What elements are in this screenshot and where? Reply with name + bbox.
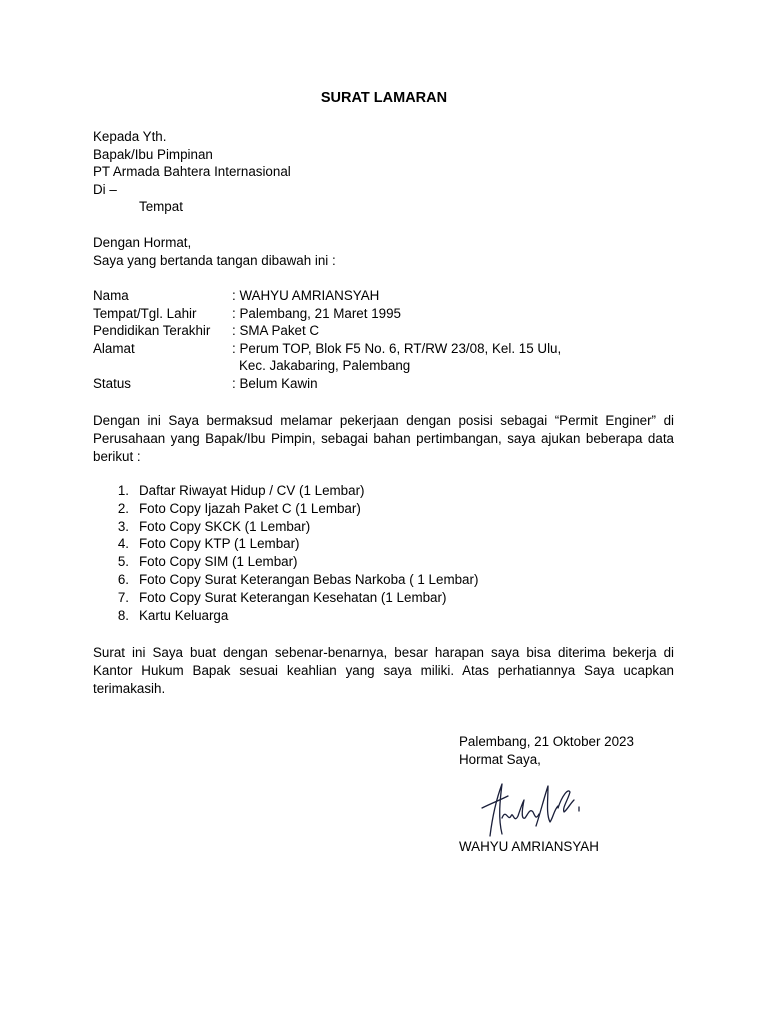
- recipient-place: Tempat: [139, 199, 183, 215]
- list-number: 3.: [117, 518, 129, 534]
- list-item: [93, 482, 478, 500]
- handwritten-signature: [478, 778, 588, 843]
- recipient-line: Kepada Yth.: [93, 129, 167, 144]
- list-number: 7.: [117, 589, 129, 605]
- recipient-line: Di –: [93, 181, 117, 197]
- list-text: Foto Copy Ijazah Paket C (1 Lembar): [139, 500, 361, 516]
- list-text: Kartu Keluarga: [139, 607, 229, 623]
- list-number: 5.: [117, 554, 129, 570]
- detail-value: : WAHYU AMRIANSYAH: [232, 288, 380, 303]
- detail-value: : SMA Paket C: [232, 323, 320, 339]
- body-paragraph: Dengan ini Saya bermaksud melamar pekerjaan dengan posisi sebagai “Permit Enginer” di Perusahaan yang Bapak/Ibu Pimpin, sebagai bahan pertimbangan, saya ajukan beberapa data berikut :: [93, 413, 674, 464]
- detail-row-pendidikan: [93, 322, 561, 340]
- list-text: Foto Copy KTP (1 Lembar): [139, 536, 300, 552]
- recipient-line: Bapak/Ibu Pimpinan: [93, 146, 213, 162]
- detail-label: Nama: [93, 288, 129, 303]
- list-item: [93, 589, 478, 607]
- list-item: [93, 535, 478, 553]
- opening-block: [93, 234, 336, 269]
- list-text: Daftar Riwayat Hidup / CV (1 Lembar): [139, 483, 365, 498]
- detail-label: Alamat: [93, 340, 135, 356]
- detail-value: : Palembang, 21 Maret 1995: [232, 305, 401, 321]
- list-number: 4.: [117, 536, 129, 552]
- detail-value: : Belum Kawin: [232, 375, 318, 391]
- recipient-block: [93, 128, 291, 216]
- list-item: [93, 553, 478, 571]
- list-number: 6.: [117, 571, 129, 587]
- attachment-list: [93, 482, 478, 624]
- list-text: Foto Copy SIM (1 Lembar): [139, 554, 298, 570]
- detail-label: Tempat/Tgl. Lahir: [93, 305, 197, 321]
- detail-label: Status: [93, 375, 131, 391]
- list-item: [93, 571, 478, 589]
- intro-line: Saya yang bertanda tangan dibawah ini :: [93, 252, 336, 268]
- regards: Hormat Saya,: [459, 751, 541, 767]
- list-item: [93, 518, 478, 536]
- list-text: Foto Copy Surat Keterangan Bebas Narkoba ( 1 Lembar): [139, 571, 479, 587]
- detail-row-ttl: [93, 305, 561, 323]
- list-text: Foto Copy SKCK (1 Lembar): [139, 518, 311, 534]
- list-number: 8.: [117, 607, 129, 623]
- list-text: Foto Copy Surat Keterangan Kesehatan (1 Lembar): [139, 589, 447, 605]
- letter-title: SURAT LAMARAN: [320, 90, 448, 106]
- applicant-details: [93, 287, 561, 393]
- detail-value-continued: Kec. Jakabaring, Palembang: [239, 358, 411, 374]
- list-number: 2.: [117, 500, 129, 516]
- detail-row-status: [93, 375, 561, 393]
- greeting: Dengan Hormat,: [93, 235, 192, 250]
- detail-label: Pendidikan Terakhir: [93, 323, 211, 339]
- detail-row-nama: [93, 287, 561, 305]
- signer-block: [459, 838, 599, 856]
- detail-value: : Perum TOP, Blok F5 No. 6, RT/RW 23/08, Kel. 15 Ulu,: [232, 340, 562, 356]
- list-item: [93, 607, 478, 625]
- closing-paragraph: Surat ini Saya buat dengan sebenar-benarnya, besar harapan saya bisa diterima bekerja di Kantor Hukum Bapak sesuai keahlian yang saya miliki. Atas perhatiannya Saya ucapkan terimakasih.: [93, 645, 674, 696]
- list-item: [93, 500, 478, 518]
- detail-row-alamat: [93, 340, 561, 358]
- recipient-company: PT Armada Bahtera Internasional: [93, 164, 291, 180]
- place-date: Palembang, 21 Oktober 2023: [459, 734, 634, 749]
- list-number: 1.: [117, 483, 129, 498]
- signer-name: WAHYU AMRIANSYAH: [459, 839, 599, 854]
- closing-block: [459, 733, 634, 768]
